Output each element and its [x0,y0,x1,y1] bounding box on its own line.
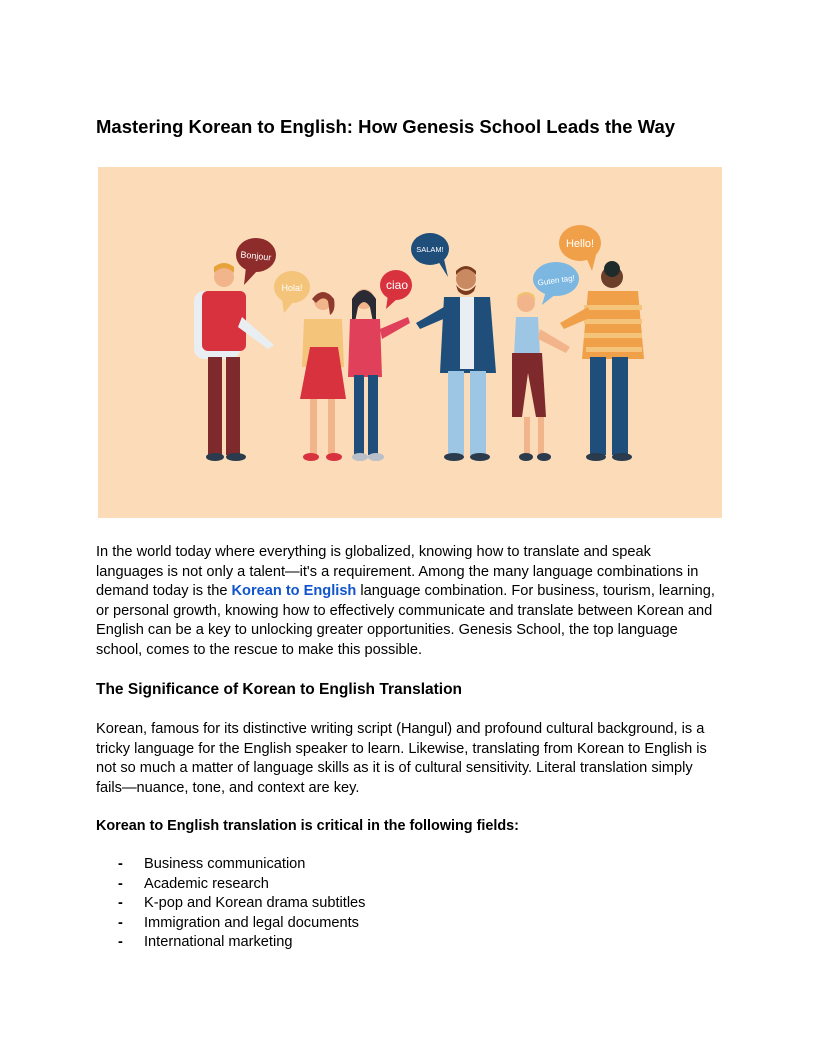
intro-text-after-link: language combination. For business, tourism, learning, or personal growth, knowing how to effectively communicate and translate between Korean and English can be a key to unlocking greater opportunities. Genesis School, the top language school, comes to the rescue to make this possible. [96,583,715,658]
bullet-dash: - [118,934,123,950]
significance-paragraph: Korean, famous for its distinctive writing script (Hangul) and profound cultural background, is a tricky language for the English speaker to learn. Likewise, translating from Korean to English is not so much a matter of language skills as it is of cultural sensitivity. Literal translation simply fails—nuance, tone, and context are key. [96,721,707,796]
bullet-dash: - [118,895,123,911]
list-item [96,875,365,895]
section-heading: The Significance of Korean to English Translation [96,681,463,698]
list-item [96,894,365,914]
svg-text:Bonjour: Bonjour [239,249,272,263]
svg-text:SALAM!: SALAM! [416,245,444,254]
fields-list [96,855,365,953]
list-item [96,914,365,934]
hero-illustration [98,167,722,518]
svg-text:ciao: ciao [385,278,409,292]
intro-paragraph [96,543,720,661]
list-item-text: International marketing [144,934,293,950]
bullet-dash: - [118,875,123,892]
list-item-text: Academic research [144,875,269,892]
list-item-text: Immigration and legal documents [144,914,359,931]
list-item-text: K-pop and Korean drama subtitles [144,895,366,911]
svg-text:Guten tag!: Guten tag! [537,273,576,288]
bullet-dash: - [118,856,123,872]
korean-to-english-link[interactable]: Korean to English [231,583,357,600]
page-title: Mastering Korean to English: How Genesis School Leads the Way [96,116,676,137]
svg-text:Hola!: Hola! [281,283,303,293]
list-item-text: Business communication [144,856,306,872]
fields-lead: Korean to English translation is critical in the following fields: [96,818,519,834]
people-speaking-languages-illustration [98,167,722,518]
list-item [96,933,365,953]
svg-text:Hello!: Hello! [565,238,595,250]
intro-text-before-link: In the world today where everything is globalized, knowing how to translate and speak languages is not only a talent—it's a requirement. Among the many language combinations in demand today is the [96,544,699,600]
list-item [96,855,365,875]
bullet-dash: - [118,914,123,931]
